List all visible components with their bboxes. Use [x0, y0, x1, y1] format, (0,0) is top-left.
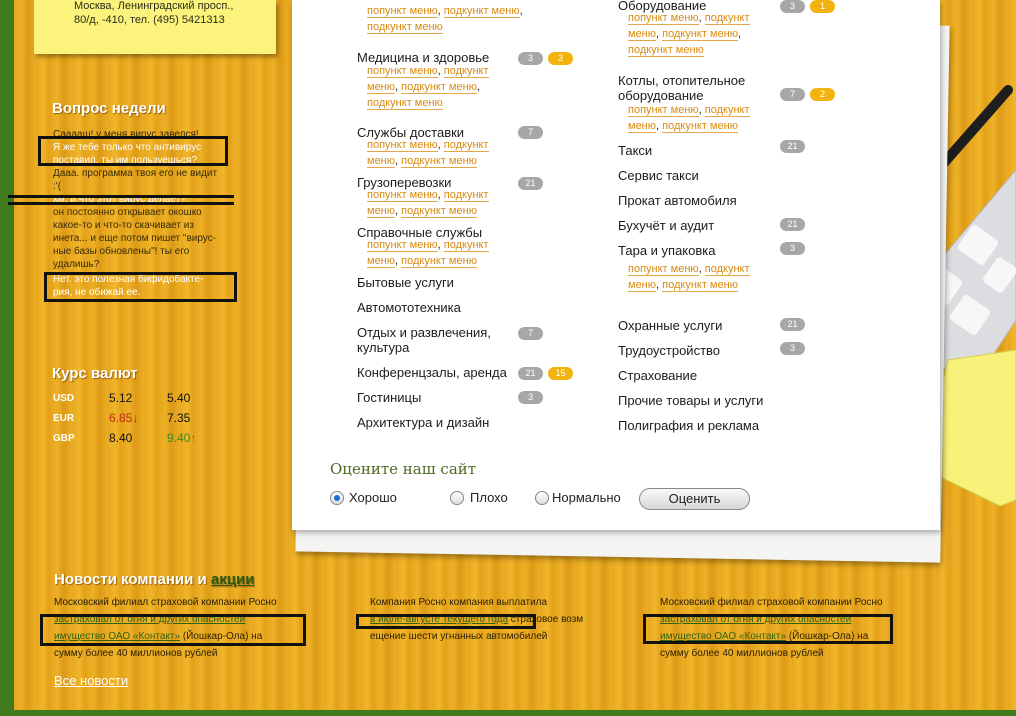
news-link[interactable]: застраховал от огня и других опасностей: [660, 614, 852, 625]
category-architecture[interactable]: Архитектура и дизайн: [357, 415, 490, 430]
submenu-links[interactable]: меню, подкункт меню: [367, 255, 477, 267]
rating-option-label: Плохо: [470, 490, 508, 505]
currency-sell: 7.35: [167, 411, 191, 425]
poll-line: Я же тебе только что антивирус: [53, 142, 202, 153]
poll-line: :'(: [53, 181, 62, 192]
news-item: Компания Росно компания выплатила в июле-августе текущего года страховое возм ещение шести угнанных автомобилей: [370, 597, 584, 642]
news-item: Московский филиал страховой компании Росно застраховал от огня и других опасностей имущество ОАО «Контакт» (Йошкар-Ола) на сумму более 40 миллионов рублей: [660, 597, 883, 659]
rating-radio-normal[interactable]: [535, 491, 549, 505]
count-badge: 7: [518, 327, 543, 340]
count-badge: 3: [780, 0, 805, 13]
currency-code: USD: [53, 393, 75, 404]
poll-line: удалишь?: [53, 259, 100, 270]
count-badge: 3: [780, 342, 805, 355]
submenu-links[interactable]: подкункт меню: [367, 97, 443, 109]
count-badge: 3: [780, 242, 805, 255]
submenu-links[interactable]: попункт меню, подкункт: [367, 65, 489, 77]
rating-title: Оцените наш сайт: [330, 460, 477, 478]
all-news-link[interactable]: Все новости: [54, 673, 129, 688]
category-conference[interactable]: Конференцзалы, аренда: [357, 365, 507, 380]
category-security[interactable]: Охранные услуги: [618, 318, 723, 333]
redaction-box: [38, 136, 228, 166]
poll-line: Нет. это полезная бифидобакте-: [53, 274, 204, 285]
redaction-box: [40, 614, 306, 646]
submenu-links[interactable]: меню, подкункт меню,: [367, 81, 480, 93]
submenu-links[interactable]: попункт меню, подкункт меню,: [367, 5, 523, 17]
submenu-links[interactable]: меню, подкункт меню: [367, 205, 477, 217]
poll-line: Сааааш! у меня вирус завелся!: [53, 129, 199, 140]
category-equipment[interactable]: Оборудование: [618, 0, 707, 13]
poll-line: Дааа. программа твоя его не видит: [53, 168, 218, 179]
currency-buy: 8.40: [109, 431, 133, 445]
category-taxi[interactable]: Такси: [618, 143, 653, 158]
count-badge: 21: [780, 218, 805, 231]
rating-option-label: Нормально: [552, 490, 621, 505]
redaction-box: [643, 614, 893, 644]
category-packaging[interactable]: Тара и упаковка: [618, 243, 716, 258]
submenu-links[interactable]: попункт меню, подкункт: [628, 263, 750, 275]
category-boilers[interactable]: Котлы, отопительное оборудование: [618, 73, 746, 103]
news-link[interactable]: имущество ОАО «Контакт»: [660, 631, 787, 642]
category-insurance[interactable]: Страхование: [618, 368, 698, 383]
redaction-box: [44, 272, 237, 302]
poll-title: Вопрос недели: [52, 100, 166, 117]
rating-option-label: Хорошо: [349, 490, 397, 505]
new-badge: 3: [548, 52, 573, 65]
submenu-links[interactable]: меню, подкункт меню: [628, 120, 738, 132]
category-delivery[interactable]: Службы доставки: [357, 125, 465, 140]
category-medicine[interactable]: Медицина и здоровье: [357, 50, 490, 65]
submenu-links[interactable]: меню, подкункт меню: [367, 155, 477, 167]
count-badge: 7: [518, 126, 543, 139]
currency-code: GBP: [53, 433, 75, 444]
submenu-links[interactable]: попункт меню, подкункт: [367, 189, 489, 201]
category-accounting[interactable]: Бухучёт и аудит: [618, 218, 715, 233]
address-line-2: 80/д, -410, тел. (495) 5421313: [74, 14, 225, 26]
category-household[interactable]: Бытовые услуги: [357, 275, 454, 290]
poll-line: какое-то и что-то скачивает из: [53, 220, 194, 231]
poll-line: рия, не обижай ее.: [53, 287, 141, 298]
currency-code: EUR: [53, 413, 75, 424]
redaction-box: [8, 195, 234, 205]
submenu-links[interactable]: подкункт меню: [367, 21, 443, 33]
count-badge: 7: [780, 88, 805, 101]
poll-line: инета... и еще потом пишет "вирус-: [53, 233, 217, 244]
currency-buy: 6.85↓: [109, 411, 139, 425]
category-other[interactable]: Прочие товары и услуги: [618, 393, 764, 408]
category-cargo[interactable]: Грузоперевозки: [357, 175, 452, 190]
count-badge: 21: [518, 177, 543, 190]
submenu-links[interactable]: попункт меню, подкункт: [628, 12, 750, 24]
category-taxi-service[interactable]: Сервис такси: [618, 168, 699, 183]
contact-sticky-note: [34, 0, 276, 54]
category-auto[interactable]: Автомототехника: [357, 300, 461, 315]
poll-line: ные базы обновлены"! ты его: [53, 246, 190, 257]
poll-line: поставил. ты им пользуешься?: [53, 155, 198, 166]
currency-title: Курс валют: [52, 365, 138, 382]
bottom-frame: [0, 710, 1016, 716]
count-badge: 3: [518, 52, 543, 65]
submenu-links[interactable]: попункт меню, подкункт: [367, 239, 489, 251]
category-hotels[interactable]: Гостиницы: [357, 390, 422, 405]
count-badge: 21: [518, 367, 543, 380]
submenu-links[interactable]: попункт меню, подкункт: [367, 139, 489, 151]
news-link[interactable]: в июле-августе текущего года: [370, 614, 509, 625]
news-link[interactable]: имущество ОАО «Контакт»: [54, 631, 181, 642]
submenu-links[interactable]: подкункт меню: [628, 44, 704, 56]
redaction-box: [356, 614, 536, 629]
category-printing[interactable]: Полиграфия и реклама: [618, 418, 760, 433]
submenu-links[interactable]: меню, подкункт меню: [628, 279, 738, 291]
news-item: Московский филиал страховой компании Росно застраховал от огня и других опасностей имущество ОАО «Контакт» (Йошкар-Ола) на сумму более 40 миллионов рублей: [54, 597, 277, 659]
left-frame: [0, 0, 14, 716]
count-badge: 21: [780, 140, 805, 153]
category-employment[interactable]: Трудоустройство: [618, 343, 721, 358]
rating-radio-bad[interactable]: [450, 491, 464, 505]
submenu-links[interactable]: попункт меню, подкункт: [628, 104, 750, 116]
new-badge: 1: [810, 0, 835, 13]
poll-line: он постоянно открывает окошко: [53, 207, 202, 218]
category-car-rent[interactable]: Прокат автомобиля: [618, 193, 737, 208]
count-badge: 21: [780, 318, 805, 331]
category-reference[interactable]: Справочные службы: [357, 225, 483, 240]
new-badge: 2: [810, 88, 835, 101]
news-link[interactable]: застраховал от огня и других опасностей: [54, 614, 246, 625]
count-badge: 3: [518, 391, 543, 404]
category-leisure[interactable]: Отдых и развлечения, культура: [357, 325, 491, 355]
currency-buy: 5.12: [109, 391, 133, 405]
address-line-1: Москва, Ленинградский просп.,: [74, 0, 234, 12]
news-title: Новости компании и акции: [54, 571, 255, 588]
new-badge: 15: [548, 367, 573, 380]
currency-sell: 9.40↑: [167, 431, 197, 445]
promo-link[interactable]: акции: [210, 571, 255, 588]
poll-line: хм. и что этот вирус делает?: [53, 194, 186, 205]
submenu-links[interactable]: меню, подкункт меню,: [628, 28, 741, 40]
rate-button[interactable]: Оценить: [639, 488, 750, 510]
currency-sell: 5.40: [167, 391, 191, 405]
rating-radio-good[interactable]: [330, 491, 344, 505]
